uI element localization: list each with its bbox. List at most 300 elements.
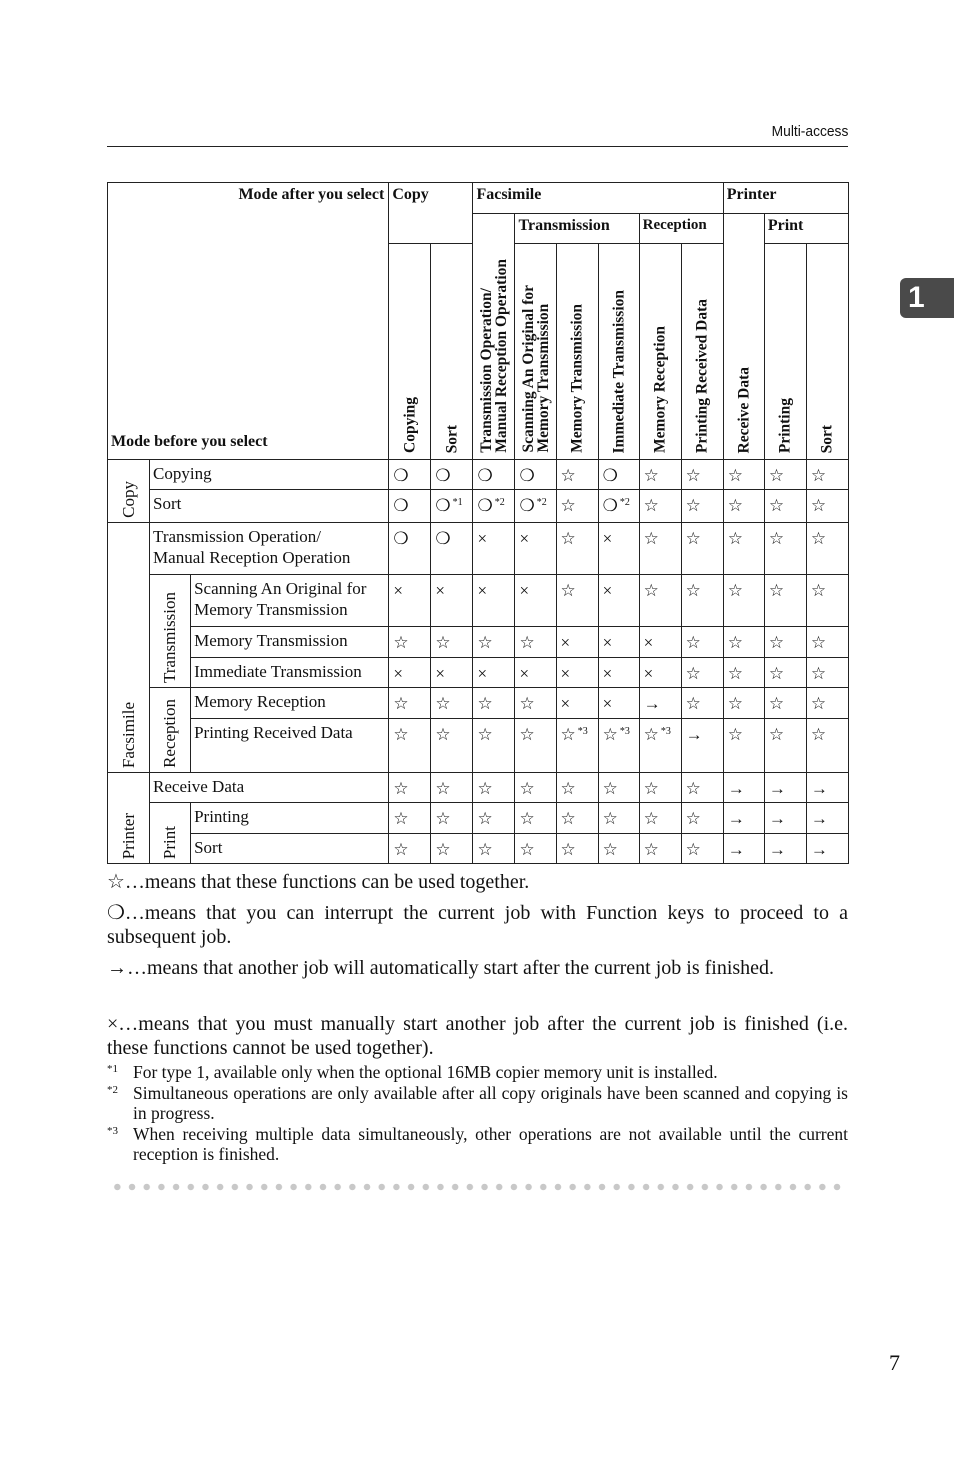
dotted-divider	[110, 1182, 848, 1192]
cell-symbol: ☆	[727, 581, 744, 600]
table-row	[108, 834, 849, 864]
table-cell	[473, 490, 515, 523]
row-label: Immediate Transmission	[191, 658, 389, 688]
table-cell	[556, 658, 598, 688]
cell-symbol: ×	[602, 529, 613, 548]
table-cell	[598, 460, 639, 490]
col-header-scanning	[515, 244, 556, 460]
mode-after-label: Mode after you select	[238, 186, 385, 203]
table-cell	[723, 627, 764, 658]
cell-symbol: ☆	[643, 779, 659, 798]
table-cell	[723, 523, 764, 575]
header-rule	[107, 146, 848, 147]
table-cell	[806, 688, 848, 719]
cell-symbol: ☆	[393, 725, 409, 744]
chapter-tab: 1	[900, 278, 954, 318]
cell-symbol: ×	[477, 529, 488, 548]
table-corner-cell	[108, 183, 389, 460]
running-header: Multi-access	[771, 123, 848, 140]
table-cell	[806, 773, 848, 803]
group-header-copy: Copy	[389, 183, 473, 244]
cell-symbol: ☆	[768, 581, 785, 600]
table-cell	[723, 773, 764, 803]
row-group-label: Copy	[118, 481, 138, 518]
row-group-copy	[108, 460, 150, 523]
cell-symbol: ☆	[560, 779, 576, 798]
footnote-text: For type 1, available only when the optional 16MB copier memory unit is installed.	[133, 1062, 718, 1082]
cell-symbol: ☆	[727, 633, 744, 652]
cell-symbol: ☆	[768, 694, 785, 713]
cell-symbol: ☆	[560, 725, 576, 744]
cell-symbol: ☆	[435, 694, 451, 713]
cell-symbol: ×	[519, 664, 530, 683]
cell-symbol: ×	[560, 694, 571, 713]
cell-symbol: ☆	[685, 664, 701, 683]
legend-text: ×…means that you must manually start another job after the current job is finished (i.e. these functions cannot be used together).	[107, 1013, 848, 1059]
table-cell	[389, 460, 431, 490]
table-cell	[556, 523, 598, 575]
table-cell	[473, 523, 515, 575]
cell-symbol: ❍	[602, 496, 618, 515]
table-cell	[515, 803, 556, 834]
table-cell	[723, 460, 764, 490]
cell-symbol: ×	[519, 581, 530, 600]
cell-symbol: ☆	[560, 496, 576, 515]
row-label: Printing Received Data	[191, 719, 389, 773]
cell-symbol: ☆	[727, 466, 744, 485]
table-cell	[515, 460, 556, 490]
table-cell	[806, 658, 848, 688]
row-label: Printing	[191, 803, 389, 834]
cell-symbol: ×	[393, 581, 403, 600]
row-label: Scanning An Original for Memory Transmission	[191, 575, 389, 627]
cell-symbol: ☆	[477, 694, 493, 713]
cell-symbol: ☆	[810, 466, 827, 485]
cell-symbol: ☆	[477, 840, 493, 859]
cell-symbol: →	[810, 840, 828, 859]
footnote-text: When receiving multiple data simultaneously, other operations are not available until the current reception is finished.	[133, 1124, 848, 1164]
legend-circle	[107, 901, 848, 949]
table-cell	[389, 627, 431, 658]
row-group-label: Facsimile	[118, 701, 138, 768]
cell-symbol: ❍	[393, 466, 409, 485]
table-cell	[515, 688, 556, 719]
mode-before-label: Mode before you select	[111, 433, 268, 450]
cell-symbol: ☆	[643, 840, 659, 859]
table-cell	[723, 575, 764, 627]
table-cell	[681, 658, 723, 688]
col-label: Receive Data	[735, 366, 753, 453]
table-cell	[806, 460, 848, 490]
legend-text: ☆…means that these functions can be used together.	[107, 871, 530, 893]
row-subgroup-reception	[150, 688, 191, 773]
table-cell	[639, 460, 681, 490]
col-label: Sort	[443, 424, 461, 453]
table-cell	[639, 688, 681, 719]
table-cell	[639, 658, 681, 688]
cell-symbol: ☆	[435, 840, 451, 859]
col-label: Printing	[776, 397, 794, 453]
table-cell	[431, 575, 473, 627]
cell-symbol: ☆	[519, 779, 535, 798]
cell-symbol: ☆	[519, 633, 535, 652]
cell-symbol: ❍	[435, 529, 451, 548]
cell-symbol: ×	[602, 694, 613, 713]
table-cell	[556, 627, 598, 658]
table-cell	[681, 803, 723, 834]
row-label: Transmission Operation/ Manual Reception Operation	[150, 523, 389, 575]
table-cell	[764, 719, 806, 773]
subgroup-header-print: Print	[764, 214, 848, 244]
table-cell	[431, 460, 473, 490]
footnote-mark: *1	[107, 1063, 118, 1075]
legend-text: ❍…means that you can interrupt the current job with Function keys to proceed to a subsequent job.	[107, 902, 848, 948]
table-cell	[515, 490, 556, 523]
table-cell	[556, 688, 598, 719]
table-cell	[764, 803, 806, 834]
cell-symbol: ☆	[768, 529, 785, 548]
col-header-memory-transmission	[556, 244, 598, 460]
cell-symbol: ☆	[810, 694, 827, 713]
table-cell	[389, 803, 431, 834]
table-cell	[806, 803, 848, 834]
table-cell	[639, 834, 681, 864]
footnote-mark: *3	[107, 1125, 118, 1137]
table-cell	[431, 834, 473, 864]
table-cell	[515, 719, 556, 773]
table-cell	[681, 688, 723, 719]
table-cell	[806, 575, 848, 627]
table-cell	[515, 575, 556, 627]
cell-symbol: ☆	[810, 725, 827, 744]
cell-symbol: ☆	[519, 840, 535, 859]
table-cell	[556, 460, 598, 490]
table-cell	[764, 773, 806, 803]
cell-symbol: ☆	[685, 581, 701, 600]
cell-symbol: ☆	[685, 633, 701, 652]
table-cell	[681, 575, 723, 627]
cell-symbol: ☆	[477, 809, 493, 828]
cell-symbol: ❍	[435, 496, 451, 515]
table-cell	[639, 803, 681, 834]
cell-symbol: ☆	[727, 664, 744, 683]
row-group-label: Print	[160, 825, 180, 859]
cell-symbol: ☆	[768, 725, 785, 744]
cell-symbol: ☆	[560, 466, 576, 485]
footnote-3	[107, 1124, 848, 1164]
table-cell	[681, 719, 723, 773]
group-header-printer: Printer	[723, 183, 848, 214]
cell-symbol: ☆	[727, 496, 744, 515]
col-header-immediate-transmission	[598, 244, 639, 460]
table-cell	[681, 460, 723, 490]
table-cell	[389, 523, 431, 575]
table-cell	[681, 490, 723, 523]
table-cell	[639, 719, 681, 773]
table-cell	[389, 773, 431, 803]
cell-symbol: →	[643, 694, 661, 713]
row-label: Sort	[191, 834, 389, 864]
cell-symbol: →	[727, 840, 745, 859]
table-cell	[473, 688, 515, 719]
table-cell	[598, 627, 639, 658]
table-cell	[639, 490, 681, 523]
table-cell	[556, 773, 598, 803]
table-cell	[764, 688, 806, 719]
table-cell	[764, 834, 806, 864]
cell-symbol: ☆	[393, 633, 409, 652]
cell-symbol: →	[727, 779, 745, 798]
cell-symbol: →	[810, 809, 828, 828]
col-label: Printing Received Data	[693, 298, 711, 453]
cell-footnote-mark: *1	[452, 497, 463, 508]
table-cell	[389, 575, 431, 627]
cell-footnote-mark: *2	[494, 497, 505, 508]
table-cell	[556, 803, 598, 834]
row-group-facsimile	[108, 523, 150, 773]
table-cell	[389, 688, 431, 719]
table-cell	[431, 490, 473, 523]
col-label: Scanning An Original for Memory Transmission	[519, 285, 552, 453]
table-cell	[389, 834, 431, 864]
table-cell	[723, 688, 764, 719]
table-cell	[431, 688, 473, 719]
row-label: Memory Transmission	[191, 627, 389, 658]
table-cell	[515, 627, 556, 658]
cell-symbol: ☆	[602, 840, 618, 859]
col-label: Immediate Transmission	[610, 289, 628, 453]
row-group-label: Transmission	[160, 591, 180, 683]
row-subgroup-print	[150, 803, 191, 864]
table-row	[108, 773, 849, 803]
col-header-copy-sort	[431, 244, 473, 460]
col-header-copying	[389, 244, 431, 460]
cell-symbol: ×	[435, 581, 445, 600]
footnote-2	[107, 1083, 848, 1123]
table-cell	[723, 834, 764, 864]
cell-symbol: ☆	[393, 694, 409, 713]
table-cell	[598, 523, 639, 575]
table-cell	[764, 523, 806, 575]
cell-symbol: ❍	[602, 466, 618, 485]
page-number: 7	[889, 1350, 900, 1375]
cell-symbol: ☆	[727, 694, 744, 713]
table-row	[108, 460, 849, 490]
row-label: Memory Reception	[191, 688, 389, 719]
cell-symbol: ☆	[810, 664, 827, 683]
cell-symbol: ❍	[435, 466, 451, 485]
table-cell	[681, 773, 723, 803]
cell-symbol: ☆	[643, 496, 659, 515]
cell-symbol: ☆	[393, 779, 409, 798]
cell-symbol: ☆	[685, 809, 701, 828]
table-cell	[389, 719, 431, 773]
table-cell	[806, 627, 848, 658]
footnote-text: Simultaneous operations are only available after all copy originals have been scanned and copying is in progress.	[133, 1083, 848, 1123]
cell-footnote-mark: *3	[619, 726, 630, 737]
legend-text: →…means that another job will automatically start after the current job is finished.	[107, 957, 775, 979]
footnote-mark: *2	[107, 1084, 118, 1096]
table-cell	[431, 803, 473, 834]
cell-symbol: ☆	[685, 496, 701, 515]
table-cell	[639, 575, 681, 627]
subgroup-header-reception: Reception	[639, 214, 723, 244]
table-row	[108, 627, 849, 658]
table-cell	[598, 688, 639, 719]
table-cell	[473, 803, 515, 834]
cell-symbol: ☆	[435, 809, 451, 828]
cell-symbol: ×	[435, 664, 445, 683]
table-cell	[764, 658, 806, 688]
cell-symbol: ☆	[602, 809, 618, 828]
col-label: Memory Transmission	[568, 304, 586, 453]
cell-symbol: ☆	[643, 725, 659, 744]
cell-symbol: ☆	[810, 581, 827, 600]
col-header-memory-reception	[639, 244, 681, 460]
cell-footnote-mark: *3	[660, 726, 671, 737]
row-subgroup-transmission	[150, 575, 191, 688]
table-cell	[806, 719, 848, 773]
cell-symbol: ☆	[435, 633, 451, 652]
table-row	[108, 523, 849, 575]
table-cell	[389, 490, 431, 523]
cell-symbol: ☆	[685, 529, 701, 548]
table-row	[108, 575, 849, 627]
table-cell	[639, 523, 681, 575]
table-row	[108, 719, 849, 773]
legend-cross	[107, 1012, 848, 1060]
cell-symbol: ☆	[768, 496, 785, 515]
cell-symbol: ☆	[810, 633, 827, 652]
table-row	[108, 803, 849, 834]
cell-symbol: →	[727, 809, 745, 828]
table-cell	[806, 834, 848, 864]
cell-symbol: ☆	[519, 725, 535, 744]
legend-star	[107, 870, 848, 894]
table-cell	[764, 575, 806, 627]
row-group-label: Printer	[118, 812, 138, 859]
legend-arrow	[107, 956, 848, 980]
footnote-1	[107, 1062, 848, 1082]
table-cell	[431, 773, 473, 803]
table-cell	[764, 460, 806, 490]
table-cell	[723, 658, 764, 688]
cell-symbol: ☆	[685, 779, 701, 798]
table-cell	[473, 627, 515, 658]
table-cell	[723, 719, 764, 773]
cell-symbol: ×	[560, 633, 571, 652]
cell-symbol: ☆	[435, 725, 451, 744]
cell-symbol: ×	[643, 633, 654, 652]
subgroup-header-transmission: Transmission	[515, 214, 639, 244]
cell-symbol: →	[768, 840, 786, 859]
table-cell	[515, 834, 556, 864]
cell-symbol: ☆	[810, 529, 827, 548]
cell-symbol: ☆	[810, 496, 827, 515]
table-cell	[515, 658, 556, 688]
col-header-print-sort	[806, 244, 848, 460]
col-label: Copying	[401, 397, 419, 453]
table-cell	[723, 490, 764, 523]
table-cell	[764, 627, 806, 658]
table-cell	[598, 803, 639, 834]
cell-symbol: ☆	[643, 581, 659, 600]
table-cell	[515, 523, 556, 575]
table-cell	[556, 490, 598, 523]
cell-symbol: →	[768, 779, 786, 798]
cell-symbol: ×	[477, 581, 488, 600]
cell-symbol: →	[810, 779, 828, 798]
cell-symbol: ☆	[519, 694, 535, 713]
cell-symbol: ☆	[602, 779, 618, 798]
table-cell	[473, 719, 515, 773]
group-header-facsimile: Facsimile	[473, 183, 723, 214]
table-cell	[598, 575, 639, 627]
table-cell	[431, 627, 473, 658]
cell-symbol: ☆	[685, 466, 701, 485]
cell-symbol: ☆	[602, 725, 618, 744]
table-row	[108, 658, 849, 688]
table-cell	[598, 658, 639, 688]
cell-symbol: ☆	[685, 694, 701, 713]
cell-symbol: ❍	[477, 466, 493, 485]
cell-symbol: ×	[560, 664, 571, 683]
row-label: Copying	[150, 460, 389, 490]
col-label: Sort	[818, 424, 836, 453]
cell-symbol: ☆	[643, 466, 659, 485]
cell-footnote-mark: *3	[577, 726, 588, 737]
cell-symbol: ☆	[768, 633, 785, 652]
multi-access-table	[107, 182, 849, 864]
cell-symbol: ❍	[519, 466, 535, 485]
cell-symbol: ☆	[643, 529, 659, 548]
table-cell	[556, 834, 598, 864]
col-label: Transmission Operation/ Manual Reception Operation	[477, 259, 510, 453]
cell-footnote-mark: *2	[536, 497, 547, 508]
table-cell	[681, 627, 723, 658]
table-cell	[515, 773, 556, 803]
row-label: Sort	[150, 490, 389, 523]
cell-symbol: ☆	[727, 529, 744, 548]
table-cell	[473, 658, 515, 688]
cell-symbol: ☆	[768, 664, 785, 683]
table-cell	[723, 803, 764, 834]
cell-symbol: →	[768, 809, 786, 828]
cell-symbol: ❍	[393, 529, 409, 548]
table-cell	[556, 719, 598, 773]
table-cell	[431, 523, 473, 575]
cell-symbol: ☆	[685, 840, 701, 859]
table-cell	[598, 719, 639, 773]
cell-symbol: ×	[602, 664, 613, 683]
table-cell	[681, 523, 723, 575]
cell-symbol: ×	[602, 633, 613, 652]
table-cell	[806, 523, 848, 575]
table-cell	[681, 834, 723, 864]
table-cell	[764, 490, 806, 523]
cell-symbol: ☆	[768, 466, 785, 485]
table-cell	[473, 834, 515, 864]
cell-symbol: ☆	[393, 809, 409, 828]
table-row	[108, 490, 849, 523]
cell-symbol: ☆	[477, 633, 493, 652]
table-cell	[473, 773, 515, 803]
cell-symbol: →	[685, 725, 703, 744]
cell-symbol: ×	[519, 529, 530, 548]
table-cell	[556, 575, 598, 627]
cell-symbol: ❍	[519, 496, 535, 515]
table-cell	[431, 719, 473, 773]
